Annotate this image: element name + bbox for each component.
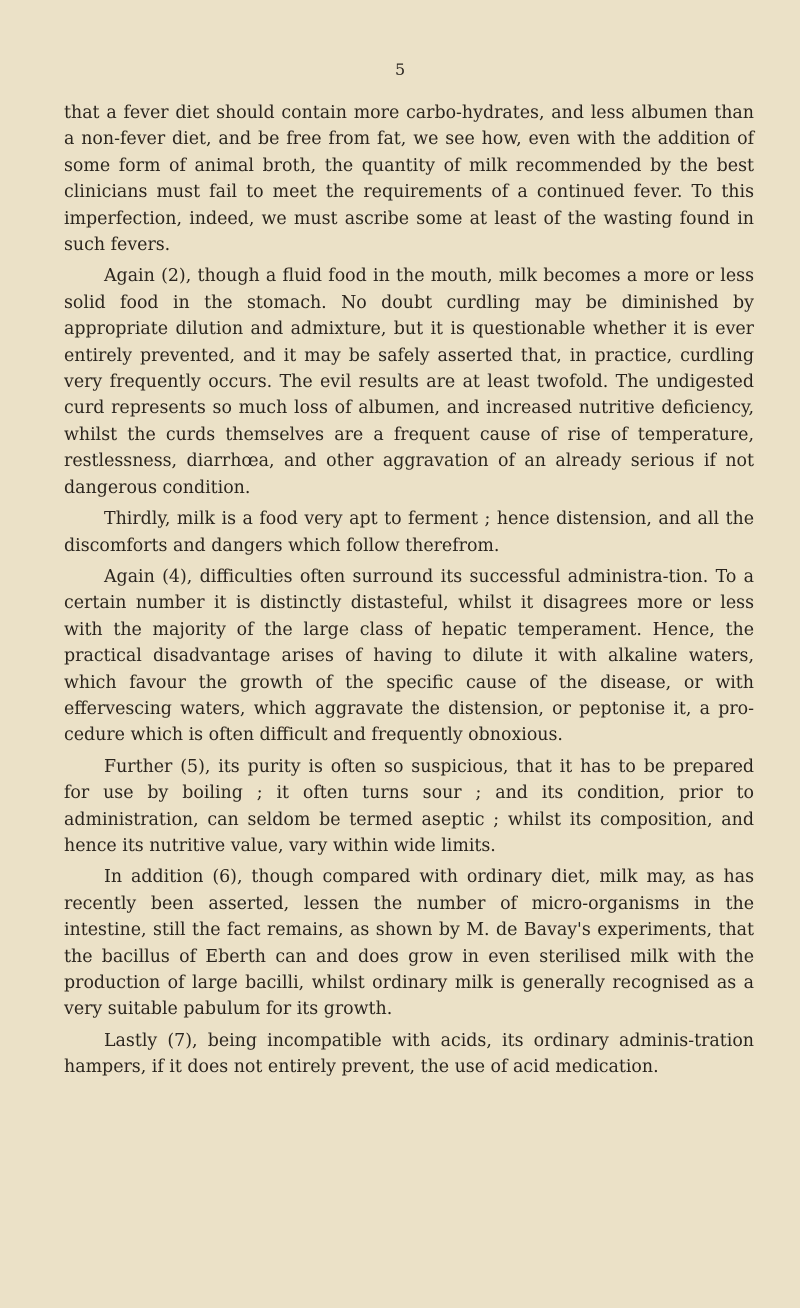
paragraph-6: In addition (6), though compared with ordinary diet, milk may, as has recently been asserted, lessen the number of micro-organisms in the intestine, still the fact remains, as shown by M. de Bavay's experiments, that the bacillus of Eberth can and does grow in even sterilised milk with the production of large bacilli, whilst ordinary milk is generally recognised as a very suitable pabulum for its growth. — [64, 867, 754, 1020]
paragraph-7: Lastly (7), being incompatible with acids, its ordinary adminis-tration hampers, if it does not entirely prevent, the use of acid medication. — [64, 1030, 754, 1078]
body-text — [64, 100, 754, 1086]
paragraph-3: Thirdly, milk is a food very apt to ferment ; hence distension, and all the discomforts and dangers which follow therefrom. — [64, 509, 754, 556]
paragraph-5: Further (5), its purity is often so suspicious, that it has to be prepared for use by boiling ; it often turns sour ; and its condition, prior to administration, can seldom be termed aseptic ; whilst its composition, and hence its nutritive value, vary within wide limits. — [64, 756, 754, 856]
paragraph-1: that a fever diet should contain more carbo-hydrates, and less albumen than a non-fever diet, and be free from fat, we see how, even with the addition of some form of animal broth, the quantity of milk recommended by the best clinicians must fail to meet the requirements of a continued fever. To this imperfection, indeed, we must ascribe some at least of the wasting found in such fevers. — [64, 103, 754, 256]
paragraph-2: Again (2), though a fluid food in the mouth, milk becomes a more or less solid food in the stomach. No doubt curdling may be diminished by appropriate dilution and admixture, but it is questionable whether it is ever entirely prevented, and it may be safely asserted that, in practice, curdling very frequently occurs. The evil results are at least twofold. The undigested curd represents so much loss of albumen, and increased nutritive deficiency, whilst the curds themselves are a frequent cause of rise of temperature, restlessness, diarrhœa, and other aggravation of an already serious if not dangerous condition. — [64, 266, 754, 498]
paragraph-4: Again (4), difficulties often surround its successful administra-tion. To a certain number it is distinctly distasteful, whilst it disagrees more or less with the majority of the large class of hepatic temperament. Hence, the practical disadvantage arises of having to dilute it with alkaline waters, which favour the growth of the specific cause of the disease, or with effervescing waters, which aggravate the distension, or peptonise it, a pro-cedure which is often difficult and frequently obnoxious. — [64, 566, 754, 746]
page-number: 5 — [395, 60, 406, 79]
